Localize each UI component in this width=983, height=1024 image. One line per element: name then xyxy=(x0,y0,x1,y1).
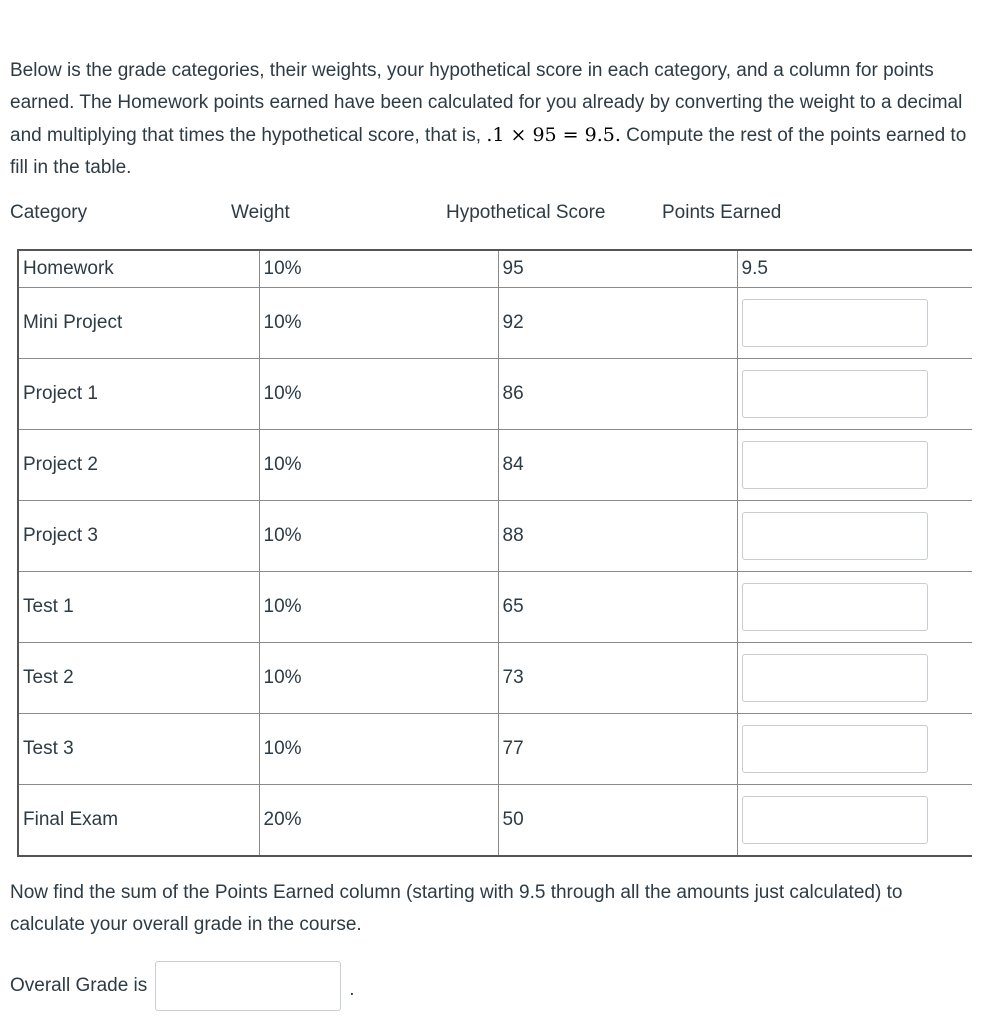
points-earned-cell xyxy=(737,430,972,501)
header-weight: Weight xyxy=(231,202,290,223)
weight-cell: 10% xyxy=(259,501,498,572)
score-cell: 88 xyxy=(498,501,737,572)
category-cell: Project 1 xyxy=(18,359,259,430)
weight-cell: 20% xyxy=(259,785,498,857)
overall-grade-label: Overall Grade is xyxy=(10,975,148,996)
table-row xyxy=(18,643,972,714)
overall-grade-row xyxy=(10,960,355,1012)
table-column-headers xyxy=(0,202,983,232)
table-row xyxy=(18,714,972,785)
score-cell: 50 xyxy=(498,785,737,857)
category-cell: Mini Project xyxy=(18,288,259,359)
points-earned-input-test-3[interactable] xyxy=(742,725,928,773)
score-cell: 77 xyxy=(498,714,737,785)
category-cell: Project 2 xyxy=(18,430,259,501)
instructions-paragraph xyxy=(10,55,970,184)
header-hypothetical-score: Hypothetical Score xyxy=(446,202,606,223)
formula-period: . xyxy=(614,124,621,146)
weight-cell: 10% xyxy=(259,643,498,714)
sum-instructions: Now find the sum of the Points Earned column (starting with 9.5 through all the amounts just calculated) to calculate your overall grade in the course. xyxy=(10,882,903,935)
points-earned-input-project-2[interactable] xyxy=(742,441,928,489)
table-row xyxy=(18,430,972,501)
overall-grade-period: . xyxy=(349,979,355,1000)
weight-cell: 10% xyxy=(259,288,498,359)
grade-table xyxy=(17,249,972,857)
category-cell: Test 1 xyxy=(18,572,259,643)
weight-cell: 10% xyxy=(259,430,498,501)
overall-grade-input[interactable] xyxy=(155,961,341,1011)
score-cell: 86 xyxy=(498,359,737,430)
points-earned-cell xyxy=(737,785,972,857)
category-cell: Project 3 xyxy=(18,501,259,572)
score-cell: 95 xyxy=(498,250,737,288)
points-earned-input-test-1[interactable] xyxy=(742,583,928,631)
points-earned-input-mini-project[interactable] xyxy=(742,299,928,347)
table-row xyxy=(18,359,972,430)
weight-cell: 10% xyxy=(259,714,498,785)
points-earned-cell xyxy=(737,572,972,643)
table-row xyxy=(18,501,972,572)
category-cell: Test 2 xyxy=(18,643,259,714)
points-earned-input-final-exam[interactable] xyxy=(742,796,928,844)
points-earned-cell xyxy=(737,288,972,359)
instructions-continuation: Compute the rest of the points earned to fill in the table. xyxy=(10,125,967,178)
score-cell: 84 xyxy=(498,430,737,501)
category-cell: Homework xyxy=(18,250,259,288)
points-earned-input-project-1[interactable] xyxy=(742,370,928,418)
table-row xyxy=(18,572,972,643)
points-earned-cell xyxy=(737,643,972,714)
weight-cell: 10% xyxy=(259,250,498,288)
table-row xyxy=(18,288,972,359)
weight-cell: 10% xyxy=(259,572,498,643)
header-category: Category xyxy=(10,202,88,223)
weight-cell: 10% xyxy=(259,359,498,430)
instructions-text: Below is the grade categories, their weights, your hypothetical score in each category, and a column for points earned. The Homework points earned have been calculated for you already by converting the weight to a decimal and multiplying that times the hypothetical score, that is, xyxy=(10,60,963,146)
table-row xyxy=(18,250,972,288)
score-cell: 92 xyxy=(498,288,737,359)
points-earned-input-project-3[interactable] xyxy=(742,512,928,560)
points-earned-cell xyxy=(737,359,972,430)
category-cell: Final Exam xyxy=(18,785,259,857)
example-formula: .1 × 95 = 9.5 xyxy=(486,124,615,146)
points-earned-cell xyxy=(737,501,972,572)
points-earned-input-test-2[interactable] xyxy=(742,654,928,702)
points-earned-cell: 9.5 xyxy=(737,250,972,288)
points-earned-cell xyxy=(737,714,972,785)
score-cell: 73 xyxy=(498,643,737,714)
category-cell: Test 3 xyxy=(18,714,259,785)
table-row xyxy=(18,785,972,857)
header-points-earned: Points Earned xyxy=(662,202,782,223)
score-cell: 65 xyxy=(498,572,737,643)
